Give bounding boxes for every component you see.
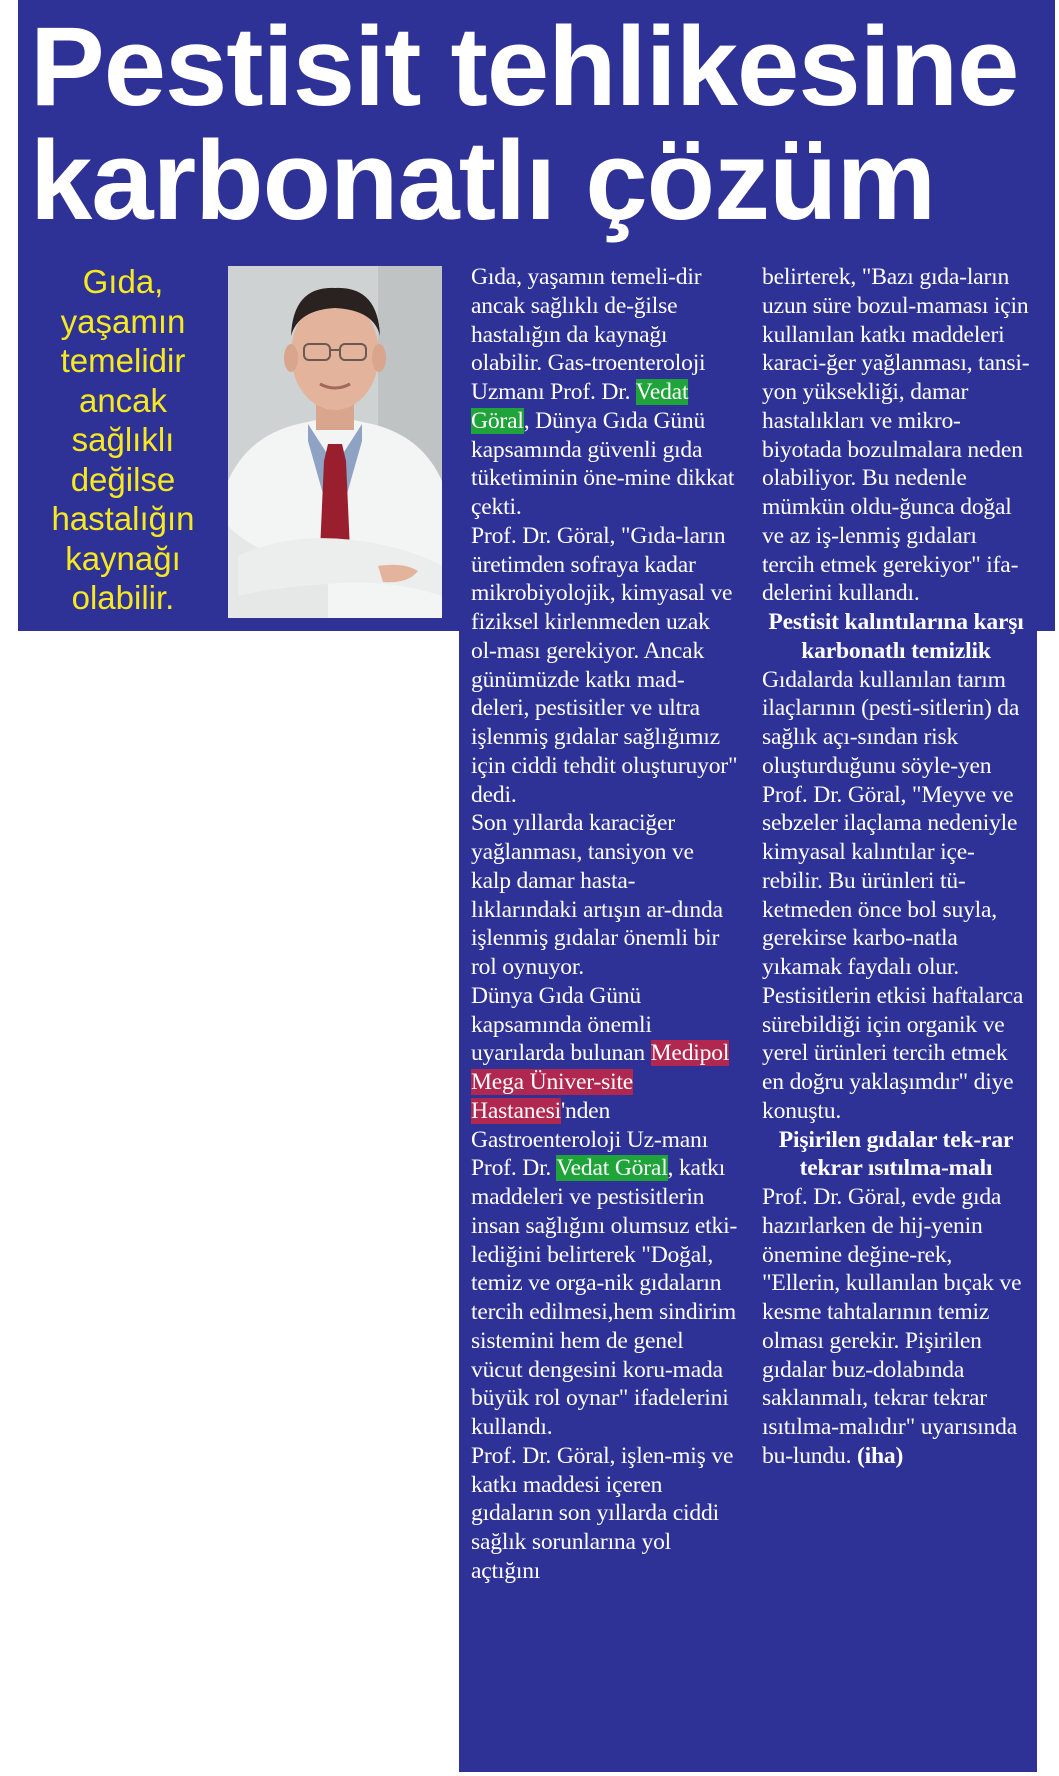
paragraph-text: , katkı maddeleri ve pestisitlerin insan sağlığını olumsuz etki-lediğini belirterek "Doğal, temiz ve orga-nik gıdaların tercih edilmesi,hem sindirim sistemini hem de genel vücut dengesini koru-mada büyük rol oynar" ifadelerini kullandı.	[471, 1155, 738, 1440]
highlighted-name: Vedat Göral	[556, 1155, 668, 1182]
paragraph	[471, 263, 739, 522]
paragraph: Prof. Dr. Göral, "Gıda-ların üretimden sofraya kadar mikrobiyolojik, kimyasal ve fiziksel kirlenmeden uzak ol-ması gerekiyor. Ancak günümüzde katkı mad-deleri, pestisitler ve ultra işlenmiş gıdalar sağlığımız için ciddi tehdit oluşturuyor" dedi.	[471, 522, 738, 808]
headline: Pestisit tehlikesine karbonatlı çözüm	[30, 4, 1019, 243]
pull-quote: Gıda, yaşamın temelidir ancak sağlıklı değilse hastalığın kaynağı olabilir.	[51, 263, 195, 616]
highlighted-name: Vedat Göral	[471, 379, 689, 434]
paragraph-text: , Dünya Gıda Günü kapsamında güvenli gıda tüketiminin öne-mine dikkat çekti.	[471, 407, 735, 520]
paragraph: Prof. Dr. Göral, işlen-miş ve katkı maddesi içeren gıdaların son yıllarda ciddi sağlık sorunlarına yol açtığını	[471, 1442, 734, 1584]
paragraph-text: Dünya Gıda Günü kapsamında önemli uyarılarda bulunan	[471, 982, 652, 1067]
highlighted-hospital: Medipol Mega Üniver-site Hastanesi	[471, 1040, 730, 1124]
portrait-illustration	[228, 266, 442, 618]
paragraph	[471, 982, 739, 1442]
paragraph: Son yıllarda karaciğer yağlanması, tansiyon ve kalp damar hasta-lıklarındaki artışın ar-dında işlenmiş gıdalar önemli bir rol oynuyor.	[471, 810, 723, 980]
subheading: Pestisit kalıntılarına karşı karbonatlı temizlik	[768, 609, 1024, 664]
article-column-2	[762, 263, 1030, 1471]
subheading: Pişirilen gıdalar tek-rar tekrar ısıtılma-malı	[778, 1126, 1014, 1182]
paragraph	[762, 1183, 1030, 1471]
paragraph-text: Gıda, yaşamın temeli-dir ancak sağlıklı de-ğilse hastalığın da kaynağı olabilir. Gas-troenteroloji Uzmanı Prof. Dr.	[471, 264, 706, 405]
paragraph: belirterek, "Bazı gıda-ların uzun süre bozul-maması için kullanılan katkı maddeleri karaci-ğer yağlanması, tansi-yon yüksekliği, damar hastalıkları ve mikro-biyotada bozulmalara neden olabiliyor. Bu nedenle mümkün oldu-ğunca doğal ve az iş-lenmiş gıdaları tercih etmek gerekiyor" ifa-delerini kullandı.	[762, 264, 1030, 607]
source-credit: (iha)	[857, 1442, 904, 1469]
doctor-portrait-photo	[228, 266, 442, 618]
paragraph-text: Prof. Dr. Göral, evde gıda hazırlarken de hij-yenin önemine değine-rek, "Ellerin, kullanılan bıçak ve kesme tahtalarının temiz olması gerekir. Pişirilen gıdalar buz-dolabında saklanmalı, tekrar tekrar ısıtılma-malıdır" uyarısında bu-lundu.	[762, 1184, 1022, 1469]
article-column-1	[471, 263, 739, 1586]
paragraph-text: 'nden Gastroenteroloji Uz-manı Prof. Dr.	[471, 1097, 708, 1182]
paragraph: Gıdalarda kullanılan tarım ilaçlarının (pesti-sitlerin) da sağlık açı-sından risk oluşturduğunu söyle-yen Prof. Dr. Göral, "Meyve ve sebzeler ilaçlama nedeniyle kimyasal kalıntılar içe-rebilir. Bu ürünleri tü-ketmeden önce bol suyla, gerekirse karbo-natla yıkamak faydalı olur. Pestisitlerin etkisi haftalarca sürebildiği için organik ve yerel ürünleri tercih etmek en doğru yaklaşımdır" diye konuştu.	[762, 666, 1024, 1124]
